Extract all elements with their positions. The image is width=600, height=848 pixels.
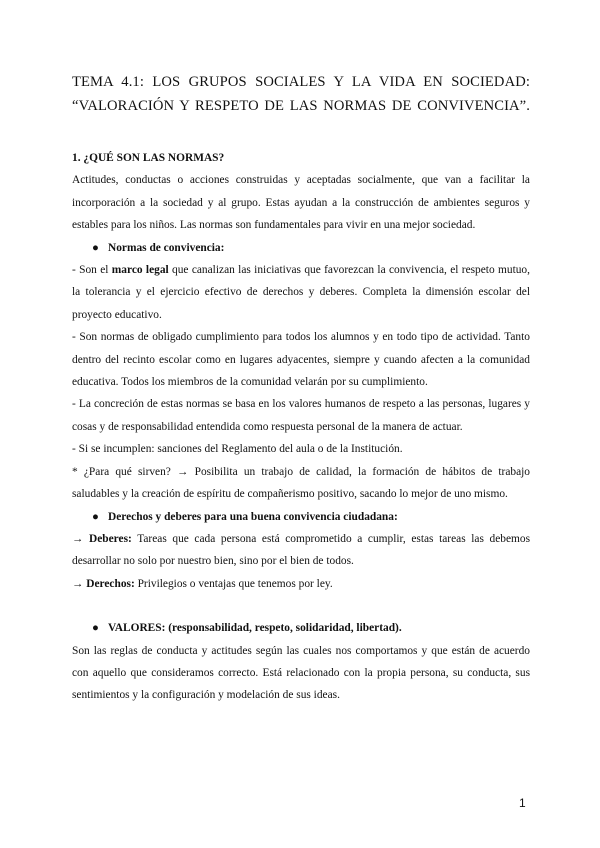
bullet-derechos-deberes xyxy=(72,506,530,528)
intro-paragraph: Actitudes, conductas o acciones construidas y aceptadas socialmente, que van a facilitar la incorporación a la sociedad y al grupo. Estas ayudan a la construcción de ambientes seguros y estables para los niños. Las normas son fundamentales para vivir en una mejor sociedad. xyxy=(72,174,530,232)
page-number: 1 xyxy=(519,796,526,810)
title-line-2: “VALORACIÓN Y RESPETO DE LAS NORMAS DE CONVIVENCIA”. xyxy=(72,98,530,114)
bullet-label: Derechos y deberes para una buena convivencia ciudadana: xyxy=(108,510,398,523)
bullet-icon: ● xyxy=(92,622,99,635)
valores-paragraph: Son las reglas de conducta y actitudes según las cuales nos comportamos y que están de acuerdo con aquello que consideramos correcto. Está relacionado con la propia persona, su conducta, sus sentimientos y la configuración y modelación de sus ideas. xyxy=(72,644,530,702)
title-line-1: TEMA 4.1: LOS GRUPOS SOCIALES Y LA VIDA EN SOCIEDAD: xyxy=(72,74,530,90)
bullet-icon: ● xyxy=(92,510,99,523)
spacer xyxy=(72,595,530,617)
normas-item-4: - Si se incumplen: sanciones del Reglamento del aula o de la Institución. xyxy=(72,443,403,456)
bullet-normas-convivencia xyxy=(72,237,530,259)
bullet-icon: ● xyxy=(92,241,99,254)
deberes-paragraph: → Deberes: Tareas que cada persona está comprometido a cumplir, estas tareas las debemos desarrollar no solo por nuestro bien, sino por el bien de todos. xyxy=(72,532,530,568)
document-body xyxy=(72,147,530,707)
normas-item-3: - La concreción de estas normas se basa en los valores humanos de respeto a las personas, lugares y cosas y de responsabilidad entendida como respuesta personal de la manera de actuar. xyxy=(72,398,530,433)
deberes-label: → Deberes: xyxy=(72,532,132,545)
normas-item-2: - Son normas de obligado cumplimiento para todos los alumnos y en todo tipo de actividad. Tanto dentro del recinto escolar como en lugares adyacentes, siempre y cuando afecten a la comunidad educativa. Todos los miembros de la comunidad velarán por su cumplimiento. xyxy=(72,331,530,389)
bullet-label: Normas de convivencia: xyxy=(108,241,225,254)
derechos-paragraph: → Derechos: Privilegios o ventajas que tenemos por ley. xyxy=(72,577,333,590)
bullet-valores xyxy=(72,617,530,639)
bullet-label: VALORES: (responsabilidad, respeto, solidaridad, libertad). xyxy=(108,622,402,635)
section-heading: 1. ¿QUÉ SON LAS NORMAS? xyxy=(72,152,225,164)
marco-legal-bold: marco legal xyxy=(111,264,169,277)
normas-item-1: - Son el marco legal que canalizan las iniciativas que favorezcan la convivencia, el respeto mutuo, la tolerancia y el ejercicio efectivo de derechos y deberes. Completa la dimensión escolar del proyecto educativo. xyxy=(72,264,530,321)
derechos-label: → Derechos: xyxy=(72,577,135,590)
normas-item-5: * ¿Para qué sirven? → Posibilita un trabajo de calidad, la formación de hábitos de trabajo saludables y la creación de espíritu de compañerismo positivo, sacando lo mejor de uno mismo. xyxy=(72,465,530,501)
document-title xyxy=(72,70,530,118)
